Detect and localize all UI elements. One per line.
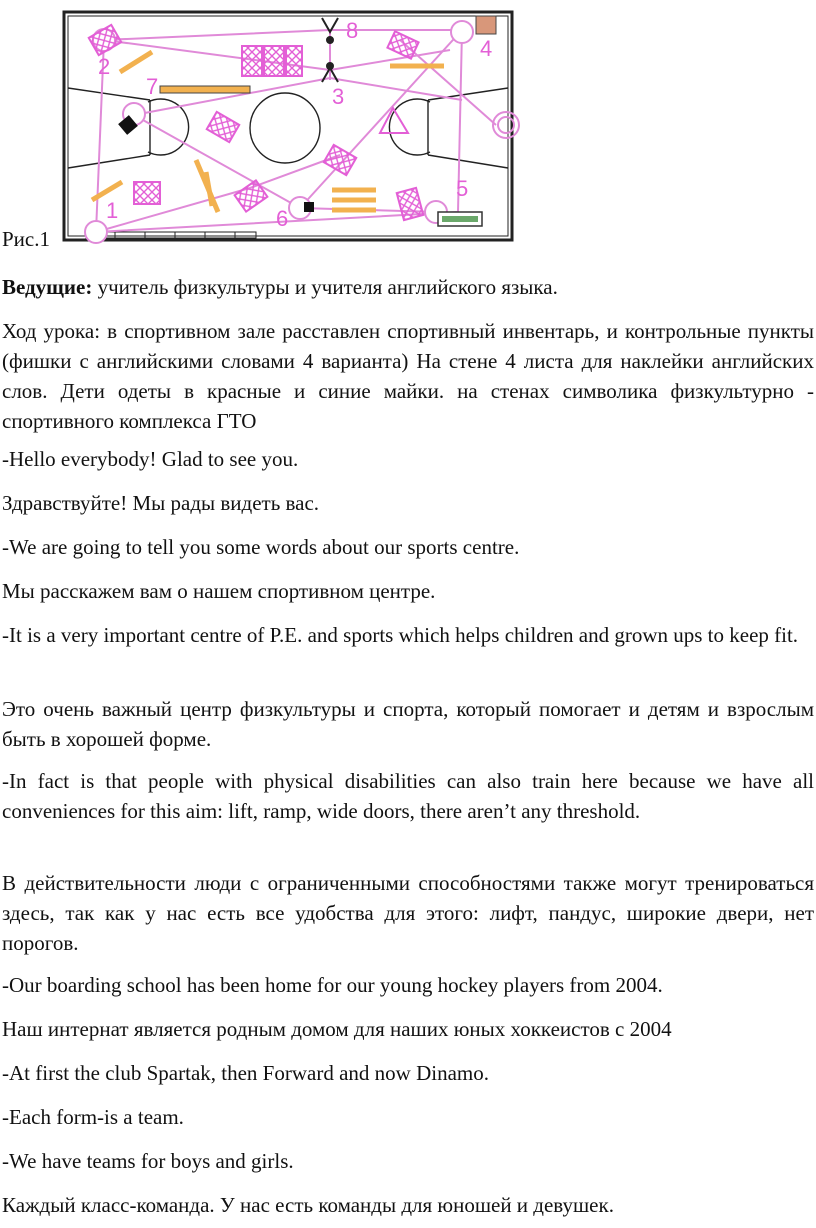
figure-caption: Рис.1 xyxy=(2,227,50,251)
paragraph-disabilities-ru: В действительности люди с ограниченными способностями также могут тренироваться здесь, так как у нас есть все удобства для этого: лифт, пандус, широкие двери, нет порогов. xyxy=(2,871,814,955)
bench-long xyxy=(160,86,250,93)
station-number-5: 5 xyxy=(456,176,469,201)
station-number-1: 1 xyxy=(106,198,119,223)
paragraph-disabilities: -In fact is that people with physical disabilities can also train here because we have all conveniences for this aim: lift, ramp, wide doors, there aren’t any threshold. xyxy=(2,769,814,823)
station-number-3: 3 xyxy=(332,84,345,109)
corner-block xyxy=(476,16,496,34)
paragraph-teams-ru: Каждый класс-команда. У нас есть команды для юношей и девушек. xyxy=(2,1193,614,1217)
paragraph-boarding-school: -Our boarding school has been home for our young hockey players from 2004. xyxy=(2,973,663,997)
paragraph-sports-centre: -We are going to tell you some words about our sports centre. xyxy=(2,535,520,559)
station-number-2: 2 xyxy=(98,54,111,79)
station-number-8: 8 xyxy=(346,18,359,43)
floor-plan-diagram xyxy=(0,0,816,250)
paragraph-sports-centre-ru: Мы расскажем вам о нашем спортивном центре. xyxy=(2,579,436,603)
green-bench xyxy=(438,212,482,226)
leaders-paragraph xyxy=(2,272,814,302)
paragraph-teams: -We have teams for boys and girls. xyxy=(2,1149,294,1173)
paragraph-clubs: -At first the club Spartak, then Forward and now Dinamo. xyxy=(2,1061,489,1085)
paragraph-important-centre: -It is a very important centre of P.E. and sports which helps children and grown ups to keep fit. xyxy=(2,623,799,647)
bench-strip xyxy=(86,232,256,238)
leaders-text: учитель физкультуры и учителя английского языка. xyxy=(92,275,558,299)
station-number-6: 6 xyxy=(276,206,289,231)
paragraph-important-centre-ru: Это очень важный центр физкультуры и спорта, который помогает и детям и взрослым быть в хорошей форме. xyxy=(2,697,814,751)
paragraph-boarding-school-ru: Наш интернат является родным домом для наших юных хоккеистов с 2004 xyxy=(2,1017,672,1041)
station-number-7: 7 xyxy=(146,74,159,99)
paragraph-hello: -Hello everybody! Glad to see you. xyxy=(2,447,299,471)
leaders-label: Ведущие: xyxy=(2,275,93,299)
paragraph-form-team: -Each form-is a team. xyxy=(2,1105,184,1129)
black-dot-block xyxy=(304,202,314,212)
station-number-4: 4 xyxy=(480,36,493,61)
paragraph-hello-ru: Здравствуйте! Мы рады видеть вас. xyxy=(2,491,320,515)
paragraph-lesson-course: Ход урока: в спортивном зале расставлен спортивный инвентарь, и контрольные пункты (фишки с английскими словами 4 варианта) На стене 4 листа для наклейки английских слов. Дети одеты в красные и синие майки. на стенах символика физкультурно - спортивного комплекса ГТО xyxy=(2,319,814,433)
